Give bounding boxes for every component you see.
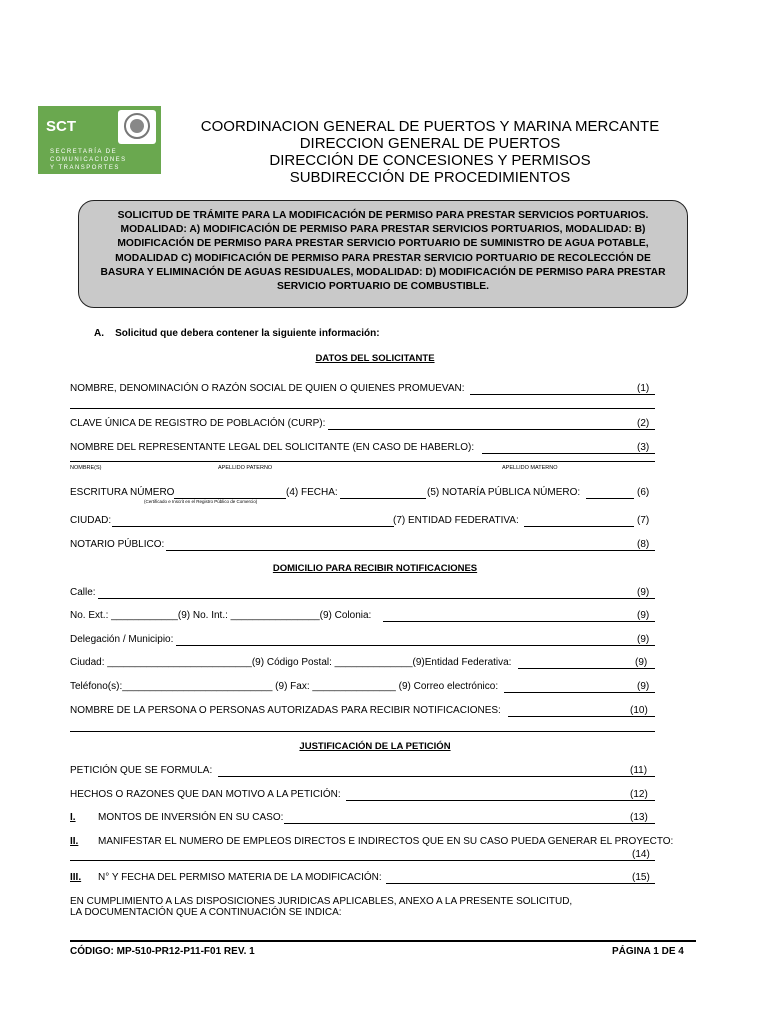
form-title: SOLICITUD DE TRÁMITE PARA LA MODIFICACIÓN DE PERMISO PARA PRESTAR SERVICIOS PORTUARIOS. MODALIDAD: A) MODIFICACIÓN DE PERMISO PARA PRESTAR SERVICIOS PORTUARIOS, MODALIDAD: B) MODIFICACIÓN DE PERMISO PARA PRESTAR SERVICIO PORTUARIO DE SUMINISTRO DE AGUA POTABLE, MODALIDAD C) MODIFICACIÓN DE PERMISO PARA PRESTAR SERVICIO PORTUARIO DE RECOLECCIÓN DE BASURA Y ELIMINACIÓN DE AGUAS RESIDUALES, MODALIDAD: D) MODIFICACIÓN DE PERMISO PARA PRESTAR SERVICIO PORTUARIO DE COMBUSTIBLE. — [78, 200, 688, 308]
telefono-row — [70, 681, 662, 695]
notario-row — [70, 539, 662, 553]
empleos-row — [70, 836, 674, 850]
entidad-field[interactable] — [524, 526, 634, 527]
entidad-dom-field[interactable] — [518, 668, 655, 669]
empleos-label: MANIFESTAR EL NUMERO DE EMPLEOS DIRECTOS E INDIRECTOS QUE EN SU CASO PUEDA GENERAR EL PROYECTO: — [98, 836, 674, 847]
hechos-field[interactable] — [346, 800, 655, 801]
personas-field-line-2[interactable] — [70, 731, 655, 732]
sub-materno: APELLIDO MATERNO — [502, 465, 558, 471]
header-line-2: DIRECCION GENERAL DE PUERTOS — [299, 135, 561, 152]
peticion-field[interactable] — [218, 776, 655, 777]
field-number: (14) — [632, 849, 650, 860]
field-number: (2) — [637, 418, 650, 429]
logo-short: SCT — [46, 118, 76, 135]
header-line-1: COORDINACION GENERAL DE PUERTOS Y MARINA MERCANTE — [200, 118, 660, 135]
field-number: (8) — [637, 539, 650, 550]
calle-row — [70, 587, 662, 601]
sct-logo — [38, 106, 161, 174]
justificacion-title: JUSTIFICACIÓN DE LA PETICIÓN — [299, 741, 451, 752]
empleos-field[interactable] — [70, 860, 655, 861]
ciudad-dom-row — [70, 657, 662, 671]
nombre-row — [70, 383, 662, 397]
representante-row — [70, 442, 662, 456]
ciudad-dom-label[interactable]: Ciudad: __________________________(9) Código Postal: ______________(9)Entidad Federativa: — [70, 657, 512, 668]
footer-rule — [70, 940, 696, 942]
notaria-label: (5) NOTARÍA PÚBLICA NÚMERO: — [427, 487, 581, 498]
inversion-label: MONTOS DE INVERSIÓN EN SU CASO: — [98, 812, 284, 823]
field-number: (11) — [630, 765, 648, 776]
datos-title: DATOS DEL SOLICITANTE — [315, 353, 435, 364]
cert-note: (Certificado e Inscrit en el Registro Público de Comercio) — [144, 499, 258, 504]
field-number: (9) — [635, 657, 648, 668]
representante-field-line-2[interactable] — [70, 461, 655, 462]
notario-field[interactable] — [166, 550, 655, 551]
escritura-label: ESCRITURA NÚMERO — [70, 487, 175, 498]
curp-row — [70, 418, 662, 432]
curp-label: CLAVE ÚNICA DE REGISTRO DE POBLACIÓN (CURP): — [70, 418, 326, 429]
field-number: (9) — [637, 634, 650, 645]
permiso-label: N° Y FECHA DEL PERMISO MATERIA DE LA MODIFICACIÓN: — [98, 872, 382, 883]
ciudad-label: CIUDAD: — [70, 515, 112, 526]
item-i-number: I. — [70, 812, 76, 823]
curp-field[interactable] — [328, 429, 655, 430]
delegacion-field[interactable] — [176, 645, 655, 646]
footer-page: PÁGINA 1 DE 4 — [612, 946, 684, 957]
field-number: (10) — [630, 705, 648, 716]
field-number: (15) — [632, 872, 650, 883]
permiso-row — [70, 872, 662, 886]
field-number: (1) — [637, 383, 650, 394]
field-number: (6) — [637, 487, 650, 498]
calle-field[interactable] — [98, 598, 655, 599]
correo-field[interactable] — [504, 692, 655, 693]
sub-paterno: APELLIDO PATERNO — [218, 465, 273, 471]
colonia-field[interactable] — [383, 621, 655, 622]
field-number: (9) — [637, 610, 650, 621]
notaria-field[interactable] — [586, 498, 634, 499]
representante-label: NOMBRE DEL REPRESENTANTE LEGAL DEL SOLICITANTE (EN CASO DE HABERLO): — [70, 442, 475, 453]
domicilio-title: DOMICILIO PARA RECIBIR NOTIFICACIONES — [272, 563, 478, 574]
field-number: (9) — [637, 681, 650, 692]
numero-row — [70, 610, 662, 624]
representante-field[interactable] — [482, 453, 655, 454]
closing-line-1: EN CUMPLIMIENTO A LAS DISPOSICIONES JURIDICAS APLICABLES, ANEXO A LA PRESENTE SOLICITUD, — [70, 896, 573, 907]
footer-code: CÓDIGO: MP-510-PR12-P11-F01 REV. 1 — [70, 946, 255, 957]
entidad-label: (7) ENTIDAD FEDERATIVA: — [393, 515, 519, 526]
field-number: (7) — [637, 515, 650, 526]
sub-nombre: NOMBRE(S) — [70, 465, 102, 471]
peticion-row — [70, 765, 662, 779]
nombre-label: NOMBRE, DENOMINACIÓN O RAZÓN SOCIAL DE QUIEN O QUIENES PROMUEVAN: — [70, 383, 465, 394]
header-line-3: DIRECCIÓN DE CONCESIONES Y PERMISOS — [269, 152, 591, 169]
ciudad-row — [70, 515, 662, 529]
field-number: (12) — [630, 789, 648, 800]
section-a-heading: A. Solicitud que debera contener la siguiente información: — [94, 328, 380, 339]
field-number: (3) — [637, 442, 650, 453]
national-seal-icon — [118, 110, 156, 144]
logo-name: SECRETARÍA DE COMUNICACIONES Y TRANSPORTES — [50, 149, 127, 171]
item-iii-number: III. — [70, 872, 82, 883]
telefono-label[interactable]: Teléfono(s):___________________________ (9) Fax: _______________ (9) Correo electrónico: — [70, 681, 499, 692]
numero-label[interactable]: No. Ext.: ____________(9) No. Int.: ________________(9) Colonia: — [70, 610, 372, 621]
inversion-row — [70, 812, 662, 826]
closing-line-2: LA DOCUMENTACIÓN QUE A CONTINUACIÓN SE INDICA: — [70, 907, 342, 918]
fecha-field[interactable] — [340, 498, 426, 499]
field-number: (13) — [630, 812, 648, 823]
delegacion-row — [70, 634, 662, 648]
nombre-field-line-2[interactable] — [70, 408, 655, 409]
notario-label: NOTARIO PÚBLICO: — [70, 539, 165, 550]
personas-field[interactable] — [508, 716, 655, 717]
header-line-4: SUBDIRECCIÓN DE PROCEDIMIENTOS — [289, 169, 571, 186]
hechos-row — [70, 789, 662, 803]
personas-label: NOMBRE DE LA PERSONA O PERSONAS AUTORIZADAS PARA RECIBIR NOTIFICACIONES: — [70, 705, 501, 716]
personas-row — [70, 705, 662, 719]
ciudad-field[interactable] — [112, 526, 394, 527]
calle-label: Calle: — [70, 587, 96, 598]
item-ii-number: II. — [70, 836, 79, 847]
nombre-field[interactable] — [470, 394, 655, 395]
field-number: (9) — [637, 587, 650, 598]
delegacion-label: Delegación / Municipio: — [70, 634, 174, 645]
fecha-label: (4) FECHA: — [286, 487, 338, 498]
inversion-field[interactable] — [284, 823, 655, 824]
peticion-label: PETICIÓN QUE SE FORMULA: — [70, 765, 213, 776]
hechos-label: HECHOS O RAZONES QUE DAN MOTIVO A LA PETICIÓN: — [70, 789, 341, 800]
permiso-field[interactable] — [386, 883, 655, 884]
